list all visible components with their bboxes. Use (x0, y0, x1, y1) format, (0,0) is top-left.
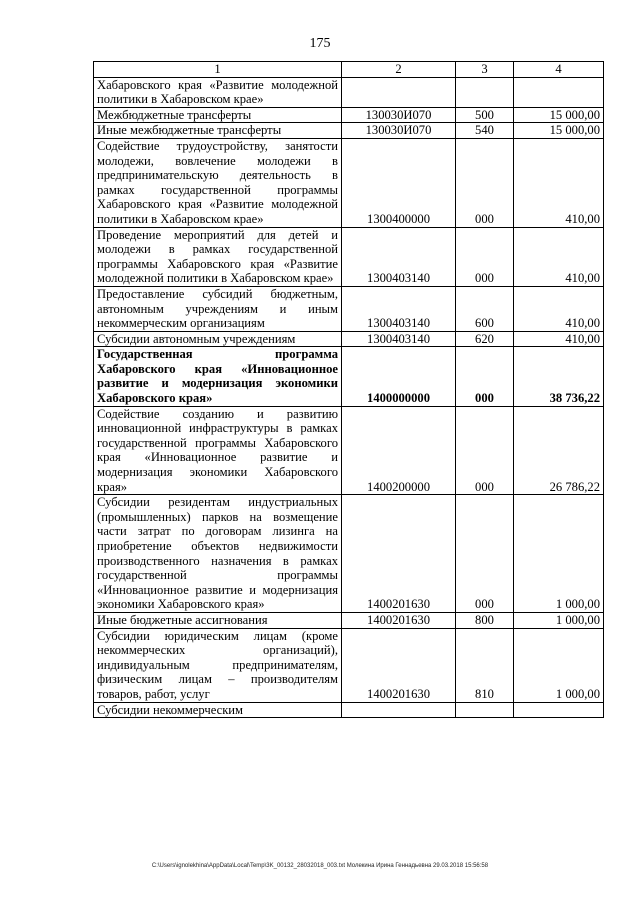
row-expense-type-cell: 620 (456, 331, 514, 347)
row-expense-type-cell: 540 (456, 123, 514, 139)
row-expense-type-cell (456, 77, 514, 107)
row-code-cell: 130030И070 (342, 123, 456, 139)
table-row (94, 702, 604, 718)
row-code-cell: 1400201630 (342, 495, 456, 613)
row-amount-cell: 38 736,22 (514, 347, 604, 406)
row-name-cell: Субсидии резидентам индустриальных (промышленных) парков на возмещение части затрат по договорам лизинга на приобретение объектов недвижимости производственного назначения в рамках государственной программы «Инновационное развитие и модернизация экономики Хабаровского края» (94, 495, 342, 613)
table-row (94, 227, 604, 286)
row-code-cell: 1400201630 (342, 612, 456, 628)
row-amount-cell: 26 786,22 (514, 406, 604, 495)
row-expense-type-cell: 000 (456, 347, 514, 406)
row-name-cell: Субсидии юридическим лицам (кроме некоммерческих организаций), индивидуальным предпринимателям, физическим лицам – производителям товаров, работ, услуг (94, 628, 342, 702)
row-amount-cell: 1 000,00 (514, 495, 604, 613)
row-name-cell: Иные бюджетные ассигнования (94, 612, 342, 628)
row-code-cell: 130030И070 (342, 107, 456, 123)
column-header: 1 (94, 62, 342, 78)
column-header: 2 (342, 62, 456, 78)
row-name-cell: Государственная программа Хабаровского края «Инновационное развитие и модернизация экономики Хабаровского края» (94, 347, 342, 406)
row-amount-cell: 1 000,00 (514, 628, 604, 702)
table-row (94, 628, 604, 702)
row-name-cell: Иные межбюджетные трансферты (94, 123, 342, 139)
table-row (94, 107, 604, 123)
row-amount-cell: 15 000,00 (514, 107, 604, 123)
table-row (94, 495, 604, 613)
row-code-cell: 1300403140 (342, 286, 456, 331)
row-expense-type-cell: 800 (456, 612, 514, 628)
row-amount-cell: 410,00 (514, 227, 604, 286)
row-expense-type-cell (456, 702, 514, 718)
row-expense-type-cell: 000 (456, 406, 514, 495)
table-header-row (94, 62, 604, 78)
row-expense-type-cell: 000 (456, 138, 514, 227)
column-header: 3 (456, 62, 514, 78)
row-code-cell: 1300400000 (342, 138, 456, 227)
row-name-cell: Субсидии автономным учреждениям (94, 331, 342, 347)
budget-table (93, 61, 604, 718)
page-number: 175 (309, 36, 331, 51)
table-body (94, 77, 604, 718)
file-path-footer: C:\Users\ignolekhina\AppData\Local\Temp\3K_00132_28032018_003.txt Молекина Ирина Геннадьевна 29.03.2018 15:56:58 (151, 863, 489, 869)
row-amount-cell: 1 000,00 (514, 612, 604, 628)
row-amount-cell: 410,00 (514, 286, 604, 331)
row-code-cell (342, 77, 456, 107)
row-expense-type-cell: 500 (456, 107, 514, 123)
row-code-cell: 1300403140 (342, 331, 456, 347)
row-amount-cell (514, 702, 604, 718)
row-expense-type-cell: 600 (456, 286, 514, 331)
row-name-cell: Содействие созданию и развитию инновационной инфраструктуры в рамках государственной программы Хабаровского края «Инновационное развитие и модернизация экономики Хабаровского края» (94, 406, 342, 495)
row-amount-cell: 410,00 (514, 331, 604, 347)
table-row (94, 286, 604, 331)
row-name-cell: Субсидии некоммерческим (94, 702, 342, 718)
row-amount-cell: 15 000,00 (514, 123, 604, 139)
table-row (94, 612, 604, 628)
row-code-cell: 1400201630 (342, 628, 456, 702)
row-expense-type-cell: 810 (456, 628, 514, 702)
row-amount-cell (514, 77, 604, 107)
row-name-cell: Хабаровского края «Развитие молодежной политики в Хабаровском крае» (94, 77, 342, 107)
table-row (94, 77, 604, 107)
table-row (94, 138, 604, 227)
row-expense-type-cell: 000 (456, 227, 514, 286)
row-name-cell: Проведение мероприятий для детей и молодежи в рамках государственной программы Хабаровского края «Развитие молодежной политики в Хабаровском крае» (94, 227, 342, 286)
row-amount-cell: 410,00 (514, 138, 604, 227)
row-expense-type-cell: 000 (456, 495, 514, 613)
row-name-cell: Содействие трудоустройству, занятости молодежи, вовлечение молодежи в предпринимательскую деятельность в рамках государственной программы Хабаровского края «Развитие молодежной политики в Хабаровском крае» (94, 138, 342, 227)
row-code-cell: 1400200000 (342, 406, 456, 495)
row-name-cell: Предоставление субсидий бюджетным, автономным учреждениям и иным некоммерческим организациям (94, 286, 342, 331)
table-row (94, 347, 604, 406)
row-code-cell: 1400000000 (342, 347, 456, 406)
row-name-cell: Межбюджетные трансферты (94, 107, 342, 123)
column-header: 4 (514, 62, 604, 78)
table-row (94, 331, 604, 347)
table-row (94, 123, 604, 139)
table-row (94, 406, 604, 495)
row-code-cell: 1300403140 (342, 227, 456, 286)
row-code-cell (342, 702, 456, 718)
